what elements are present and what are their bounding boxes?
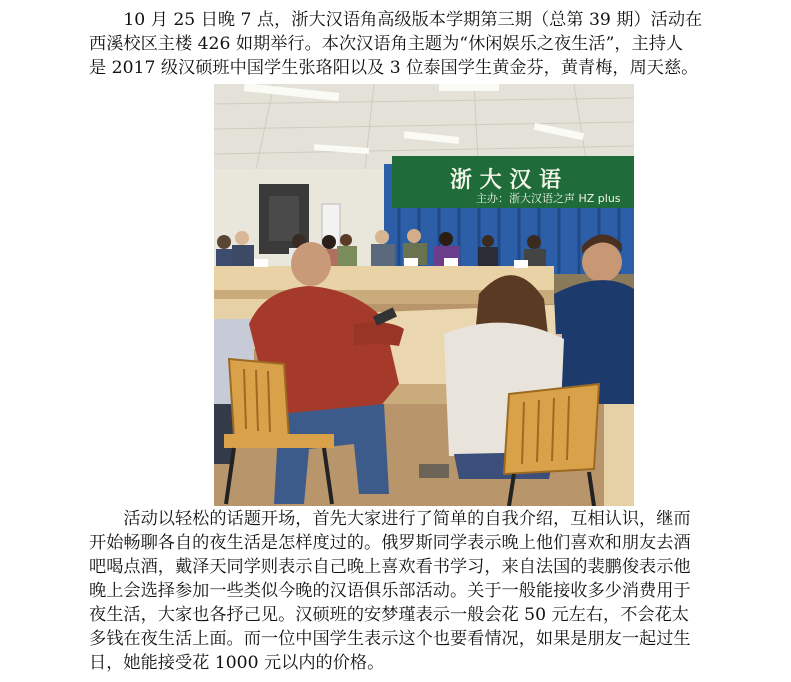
banner-subtitle: 主办：浙大汉语之声 HZ plus: [476, 192, 621, 205]
text-line: 吧喝点酒，戴泽天同学则表示自己晚上喜欢看书学习，来自法国的裴鹏俊表示他: [89, 557, 691, 577]
text-line: 多钱在夜生活上面。而一位中国学生表示这个也要看情况，如果是朋友一起过生: [89, 629, 691, 649]
intro-paragraph: [89, 8, 729, 80]
text-line: 晚上会选择参加一些类似今晚的汉语俱乐部活动。关于一般能接收多少消费用于: [89, 581, 691, 601]
text-line: 夜生活，大家也各抒己见。汉硕班的安梦瑾表示一般会花 50 元左右，不会花太: [89, 605, 689, 625]
body-paragraph: [89, 507, 729, 675]
banner-title: 浙 大 汉 语: [450, 167, 561, 193]
text-line: 日，她能接受花 1000 元以内的价格。: [89, 653, 385, 673]
text-line: 活动以轻松的话题开场，首先大家进行了简单的自我介绍，互相认识，继而: [89, 509, 691, 529]
text-line: 是 2017 级汉硕班中国学生张珞阳以及 3 位泰国学生黄金芬，黄青梅，周天慈。: [89, 58, 699, 78]
text-line: 开始畅聊各自的夜生活是怎样度过的。俄罗斯同学表示晚上他们喜欢和朋友去酒: [89, 533, 691, 553]
text-line: 10 月 25 日晚 7 点，浙大汉语角高级版本学期第三期（总第 39 期）活动在: [89, 10, 703, 30]
event-photo: [214, 84, 634, 506]
text-line: 西溪校区主楼 426 如期举行。本次汉语角主题为“休闲娱乐之夜生活”，主持人: [89, 34, 684, 54]
